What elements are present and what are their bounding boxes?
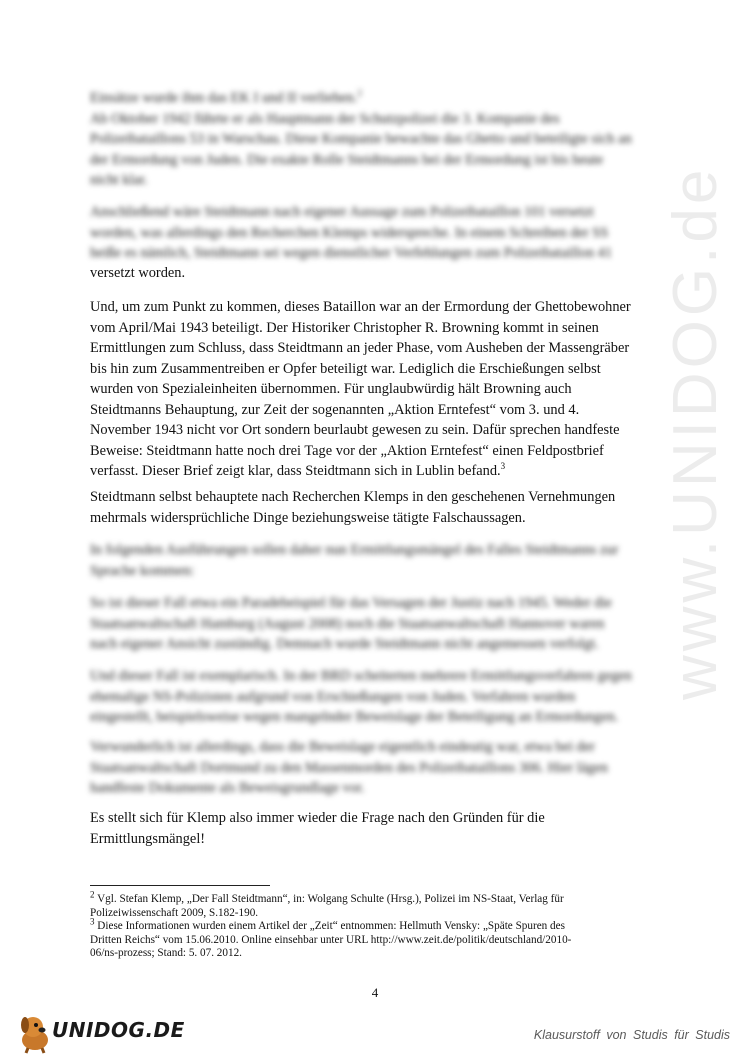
blurred-paragraph-8: [90, 737, 665, 799]
text-line: Polizeibataillons 53 in Warschau. Diese Kompanie bewachte das Ghetto und beteiligte sich an: [90, 131, 632, 147]
footnote-ref: 3: [500, 461, 506, 472]
text-line-content: verfasst. Dieser Brief zeigt klar, dass Steidtmann sich in Lublin befand.: [90, 463, 501, 479]
text-line: Ermittlungsmängel!: [90, 830, 206, 847]
text-line: Ab Oktober 1942 führte er als Hauptmann der Schutzpolizei die 3. Kompanie des: [90, 110, 560, 127]
text-line: Anschließend wäre Steidtmann nach eigener Aussage zum Polizeibataillon 101 versetzt: [90, 204, 594, 220]
text-line: Steidtmanns Behauptung, zur Zeit der sogenannten „Aktion Erntefest“ vom 3. und 4.: [90, 401, 580, 418]
text-line: mehrmals widersprüchliche Dinge beziehungsweise tätigte Falschaussagen.: [90, 509, 526, 526]
text-line: So ist dieser Fall etwa ein Paradebeispiel für das Versagen der Justiz nach 1945. Weder die: [90, 595, 612, 611]
footnote-text: Vgl. Stefan Klemp, „Der Fall Steidtmann“, in: Wolgang Schulte (Hrsg.), Polizei im NS-Staat, Verlag für: [94, 893, 564, 905]
footnote-text: Dritten Reichs“ vom 15.06.2010. Online einsehbar unter URL http://www.zeit.de/politik/deutschland/2010-: [90, 933, 572, 946]
footnote-text: Polizeiwissenschaft 2009, S.182-190.: [90, 906, 259, 919]
paragraph-4: [90, 487, 665, 528]
footnote-text: 06/ns-prozess; Stand: 5. 07. 2012.: [90, 947, 242, 960]
text-line: nach eigener Ansicht zuständig. Demnach wurde Steidtmann nicht angemessen verfolgt.: [90, 636, 599, 652]
text-line: der Ermordung von Juden. Die exakte Rolle Steidtmanns bei der Ermordung ist bis heute: [90, 151, 604, 168]
blurred-paragraph-5: [90, 540, 665, 581]
text-line: In folgenden Ausführungen sollen daher nun Ermittlungsmängel des Falles Steidtmanns zur: [90, 542, 619, 558]
text-line-content: Einsätze wurde ihm das EK I und II verliehen.: [90, 90, 358, 106]
text-line: Staatsanwaltschaft Hamburg (August 2008) noch die Staatsanwaltschaft Hannover waren: [90, 615, 605, 632]
text-line: handfeste Dokumente als Beweisgrundlage vor.: [90, 780, 365, 796]
blurred-paragraph-7: [90, 666, 665, 728]
footnote-3: [90, 916, 660, 961]
text-line: [90, 88, 665, 109]
text-line: vom April/Mai 1943 beteiligt. Der Historiker Christopher R. Browning kommt in seinen: [90, 319, 599, 336]
text-line: Ermittlungen zum Schluss, dass Steidtmann an jeder Phase, vom Ausheben der Massengräber: [90, 340, 630, 356]
blurred-paragraph-1: [90, 88, 665, 191]
text-line: nicht klar.: [90, 172, 148, 188]
text-line: Steidtmann selbst behauptete nach Recherchen Klemps in den geschehenen Vernehmungen: [90, 489, 616, 505]
footnote-text: Diese Informationen wurden einem Artikel der „Zeit“ entnommen: Hellmuth Vensky: „Späte Spuren des: [94, 920, 565, 933]
paragraph-2-tail: [90, 263, 665, 284]
text-line: Verwunderlich ist allerdings, dass die Beweislage eigentlich eindeutig war, etwa bei der: [90, 739, 595, 755]
text-line: heiße es nämlich, Steidtmann sei wegen dienstlicher Verfehlungen zum Polizeibataillon 41: [90, 245, 613, 261]
text-line: eingestellt, beispielsweise wegen mangelnder Beweislage der Beteiligung an Ermordungen.: [90, 709, 619, 725]
page-number: 4: [371, 985, 379, 1000]
logo-text: UNIDOG.DE: [52, 1018, 185, 1042]
text-line: Staatsanwaltschaft Dortmund zu den Massenmorden des Polizeibataillons 306. Hier lägen: [90, 759, 608, 776]
blurred-paragraph-6: [90, 593, 665, 655]
text-line: Und dieser Fall ist exemplarisch. In der BRD scheiterten mehrere Ermittlungsverfahren gegen: [90, 668, 632, 684]
blurred-paragraph-2: [90, 202, 665, 264]
text-line: worden, was allerdings den Recherchen Klemps widerspreche. In einem Schreiben der SS: [90, 224, 609, 241]
text-line: ehemalige NS-Polizisten aufgrund von Erschießungen von Juden. Verfahren wurden: [90, 688, 576, 705]
text-line: Es stellt sich für Klemp also immer wieder die Frage nach den Gründen für die: [90, 810, 545, 826]
footnote-divider: [90, 885, 270, 886]
footnotes: [90, 889, 660, 961]
footer-slogan: Klausurstoff von Studis für Studis: [533, 1028, 730, 1042]
paragraph-3: [90, 297, 665, 482]
footnote-2: [90, 889, 660, 920]
footnote-ref: 2: [357, 88, 362, 99]
paragraph-9: [90, 808, 665, 849]
text-line: Beweise: Steidtmann hatte noch drei Tage vor der „Aktion Erntefest“ einen Feldpostbrief: [90, 442, 604, 459]
watermark: www.UNIDOG.de: [661, 165, 730, 700]
text-line: [90, 461, 665, 482]
unidog-logo[interactable]: [18, 1010, 185, 1054]
text-line: bis hin zum Zusammentreiben er Opfer beteiligt war. Lediglich die Erschießungen selbst: [90, 360, 601, 377]
text-line: wurden von Spezialeinheiten übernommen. Für unglaubwürdig hält Browning auch: [90, 381, 572, 397]
text-line: Und, um zum Punkt zu kommen, dieses Bataillon war an der Ermordung der Ghettobewohner: [90, 299, 631, 315]
footnote-mark: 3: [90, 916, 95, 927]
text-line: Sprache kommen:: [90, 562, 195, 579]
footnote-mark: 2: [90, 889, 95, 900]
text-line: versetzt worden.: [90, 265, 186, 281]
text-line: November 1943 nicht vor Ort sondern beurlaubt gewesen zu sein. Dafür sprechen handfeste: [90, 422, 620, 438]
